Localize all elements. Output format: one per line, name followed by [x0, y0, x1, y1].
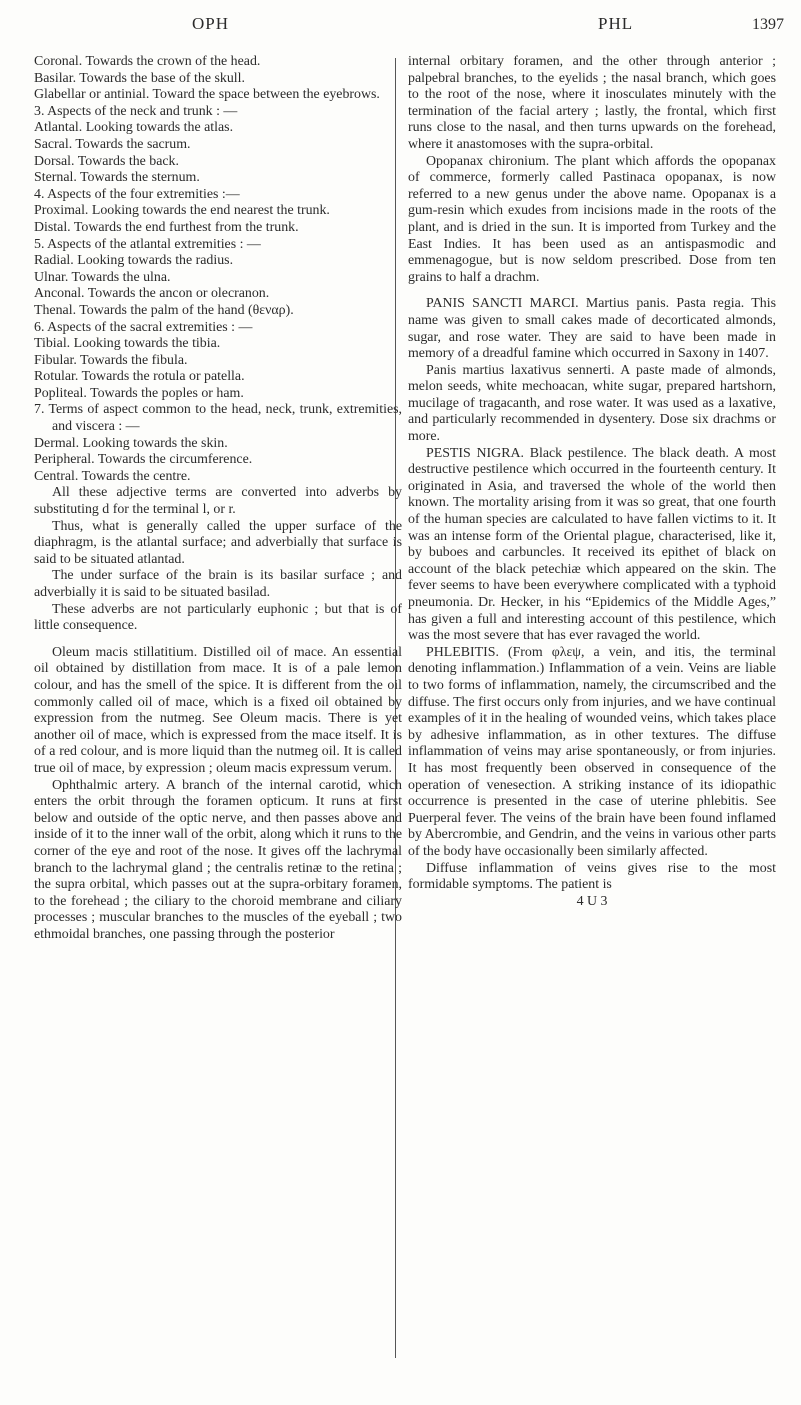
paragraph: 7. Terms of aspect common to the head, neck, trunk, extremities, and viscera : —	[34, 402, 402, 435]
page-number: 1397	[752, 16, 784, 33]
paragraph: Sacral. Towards the sacrum.	[34, 136, 191, 152]
paragraph: Coronal. Towards the crown of the head.	[34, 54, 261, 69]
paragraph: Opopanax chironium. The plant which affords the opopanax of commerce, formerly called Pastinaca opopanax, is now referred to a new genus under the above name. Opopanax is a gum-resin which exudes from incisions made in the roots of the plant, and is dried in the sun. It is imported from Turkey and the East Indies. It has been used as an antispasmodic and emmenagogue, but is now seldom prescribed. Dose from ten grains to half a drachm.	[408, 153, 776, 285]
paragraph: Distal. Towards the end furthest from the trunk.	[34, 219, 299, 235]
paragraph: 5. Aspects of the atlantal extremities : —	[34, 236, 261, 252]
paragraph: Radial. Looking towards the radius.	[34, 253, 234, 269]
paragraph: The under surface of the brain is its basilar surface ; and adverbially it is said to be situated basilad.	[34, 568, 402, 600]
paragraph: Anconal. Towards the ancon or olecranon.	[34, 286, 270, 302]
paragraph: internal orbitary foramen, and the other through anterior ; palpebral branches, to the eyelids ; the nasal branch, which goes to the root of the nose, where it inosculates minutely with the termination of the facial artery ; lastly, the frontal, which first runs close to the nasal, and then turns upwards on the forehead, where it anastomoses with the supra-orbital.	[408, 54, 776, 152]
paragraph: Basilar. Towards the base of the skull.	[34, 70, 245, 86]
paragraph: Rotular. Towards the rotula or patella.	[34, 369, 245, 385]
paragraph: Thus, what is generally called the upper surface of the diaphragm, is the atlantal surface; and adverbially that surface is said to be situated atlantad.	[34, 518, 402, 567]
left-running-head: OPH	[192, 14, 230, 33]
paragraph: Dorsal. Towards the back.	[34, 153, 179, 169]
paragraph: PANIS SANCTI MARCI. Martius panis. Pasta regia. This name was given to small cakes made of decorticated almonds, sugar, and rose water. They are said to have been made in memory of a dreadful famine which occurred in Saxony in 1407.	[408, 296, 776, 362]
paragraph: Panis martius laxativus sennerti. A paste made of almonds, melon seeds, white mechoacan, white sugar, prepared hartshorn, mucilage of tragacanth, and rose water. It was used as a laxative, and particularly recommended in dysentery. Dose six drachms or more.	[408, 362, 776, 445]
paragraph: PHLEBITIS. (From φλεψ, a vein, and itis, the terminal denoting inflammation.) Inflammation of a vein. Veins are liable to two forms of inflammation, namely, the circumscribed and the diffuse. The first occurs only from injuries, and we have continual examples of it in the healing of wounded veins, which takes place by adhesive inflammation, as in other textures. The diffuse inflammation of veins may arise spontaneously, or from injuries. It has most frequently been observed in consequence of the operation of venesection. A striking instance of its idiopathic occurrence is presented in the case of uterine phlebitis. See Puerperal fever. The veins of the brain have been found inflamed by Abercrombie, and Gendrin, and the veins in various other parts of the body have occasionally been similarly affected.	[408, 644, 776, 859]
paragraph: 3. Aspects of the neck and trunk : —	[34, 103, 238, 119]
paragraph: Thenal. Towards the palm of the hand (θεναρ).	[34, 302, 294, 318]
paragraph: PESTIS NIGRA. Black pestilence. The black death. A most destructive pestilence which occurred in the fourteenth century. It originated in Asia, and traversed the whole of the world then known. The mortality arising from it was so great, that one fourth of the human species are calculated to have fallen victims to it. It was an intense form of the Oriental plague, characterised, like it, by buboes and carbuncles. It received its epithet of black on account of the black petechiæ which appeared on the skin. The fever seems to have been everywhere complicated with a typhoid pneumonia. Dr. Hecker, in his “Epidemics of the Middle Ages,” has given a full and interesting account of this pestilence, which was the most severe that has ever ravaged the world.	[408, 445, 776, 644]
paragraph: Glabellar or antinial. Toward the space between the eyebrows.	[34, 87, 380, 103]
running-header	[0, 14, 801, 44]
paragraph: Fibular. Towards the fibula.	[34, 352, 188, 368]
right-column	[408, 54, 776, 910]
paragraph: These adverbs are not particularly euphonic ; but that is of little consequence.	[34, 601, 402, 634]
paragraph: Oleum macis stillatitium. Distilled oil of mace. An essential oil obtained by distillation from mace. It is of a pale lemon colour, and has the smell of the spice. It is different from the oil commonly called oil of mace, which is a fixed oil obtained by expression from the nutmeg. See Oleum macis. There is yet another oil of mace, which is expressed from the mace itself. It is of a red colour, and is more liquid than the nutmeg oil. It is called true oil of mace, by expression ; oleum macis expressum verum.	[34, 644, 402, 776]
paragraph: Central. Towards the centre.	[34, 468, 191, 484]
paragraph: 4. Aspects of the four extremities :—	[34, 186, 240, 202]
paragraph: All these adjective terms are converted into adverbs by substituting d for the terminal l, or r.	[34, 485, 402, 518]
paragraph: Proximal. Looking towards the end nearest the trunk.	[34, 203, 330, 219]
paragraph: Diffuse inflammation of veins gives rise to the most formidable symptoms. The patient is	[408, 860, 776, 893]
paragraph: Popliteal. Towards the poples or ham.	[34, 385, 244, 401]
paragraph-gap	[408, 286, 776, 296]
paragraph: Ophthalmic artery. A branch of the internal carotid, which enters the orbit through the foramen opticum. It runs at first below and outside of the optic nerve, and then passes above and inside of it to the inner wall of the orbit, along which it runs to the corner of the eye and root of the nose. It gives off the lachrymal branch to the lachrymal gland ; the centralis retinæ to the retina ; the supra orbital, which passes out at the supra-orbitary foramen, to the forehead ; the ciliary to the choroid membrane and ciliary processes ; muscular branches to the muscles of the eyeball ; two ethmoidal branches, one passing through the posterior	[34, 777, 402, 942]
right-running-head: PHL	[598, 14, 634, 33]
paragraph: Peripheral. Towards the circumference.	[34, 452, 253, 468]
paragraph: Atlantal. Looking towards the atlas.	[34, 120, 234, 136]
paragraph-gap	[34, 635, 402, 645]
paragraph: Dermal. Looking towards the skin.	[34, 435, 228, 451]
signature-mark: 4 U 3	[576, 893, 608, 909]
left-column	[34, 54, 402, 943]
paragraph: 6. Aspects of the sacral extremities : —	[34, 319, 253, 335]
paragraph: Ulnar. Towards the ulna.	[34, 269, 171, 285]
paragraph: Sternal. Towards the sternum.	[34, 170, 200, 186]
paragraph: Tibial. Looking towards the tibia.	[34, 336, 221, 352]
